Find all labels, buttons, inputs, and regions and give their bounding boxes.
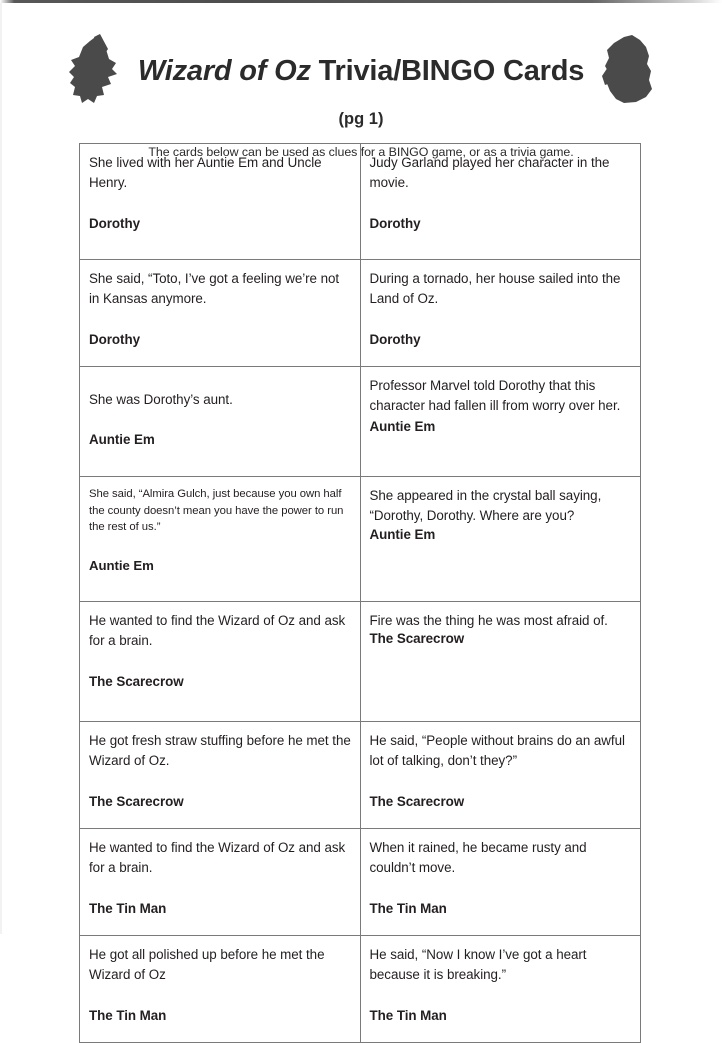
card-answer: The Scarecrow (89, 673, 184, 689)
card-clue: Judy Garland played her character in the movie. (369, 155, 610, 191)
card-cell (80, 477, 361, 602)
card-answer: The Tin Man (89, 1007, 167, 1023)
card-clue: She was Dorothy’s aunt. (89, 392, 233, 407)
card-clue: He got fresh straw stuffing before he met the Wizard of Oz. (89, 733, 351, 769)
card-cell (80, 936, 361, 1043)
card-clue: He said, “Now I know I’ve got a heart because it is breaking.” (369, 947, 587, 983)
witch-profile-silhouette-icon (64, 33, 126, 109)
card-answer: The Tin Man (89, 900, 167, 916)
page-title (126, 55, 596, 88)
card-answer: The Scarecrow (89, 793, 184, 809)
card-clue: She said, “Toto, I’ve got a feeling we’re not in Kansas anymore. (89, 271, 340, 307)
card-clue: He said, “People without brains do an awful lot of talking, don’t they?” (369, 733, 625, 769)
table-row (80, 367, 641, 477)
page-number-label: (pg 1) (338, 110, 384, 128)
card-answer: Auntie Em (89, 432, 155, 448)
card-cell (360, 936, 641, 1043)
table-row (80, 602, 641, 722)
card-cell (80, 367, 361, 477)
card-cell (360, 367, 641, 477)
page-title-rest: Trivia/BINGO Cards (310, 54, 585, 87)
card-answer: The Scarecrow (369, 631, 465, 647)
table-row (80, 144, 641, 260)
card-answer: Dorothy (369, 331, 421, 347)
card-clue: She said, “Almira Gulch, just because you own half the county doesn’t mean you have the power to run the rest of us.” (89, 488, 344, 534)
instructions-text: The cards below can be used as clues for a BINGO game, or as a trivia game. (148, 145, 574, 159)
card-answer: The Tin Man (369, 900, 447, 916)
card-clue: Fire was the thing he was most afraid of. (369, 613, 608, 628)
card-answer: Dorothy (89, 331, 140, 347)
card-answer: Dorothy (89, 215, 140, 231)
table-row (80, 477, 641, 602)
card-clue: He got all polished up before he met the Wizard of Oz (89, 947, 325, 983)
table-row (80, 829, 641, 936)
card-answer: The Tin Man (369, 1007, 447, 1023)
card-cell (80, 602, 361, 722)
card-clue: She lived with her Auntie Em and Uncle Henry. (89, 155, 322, 191)
card-cell (360, 144, 641, 260)
witch-silhouette-icon (596, 33, 658, 109)
card-cell (360, 477, 641, 602)
card-clue: She appeared in the crystal ball saying, “Dorothy, Dorothy. Where are you? (369, 488, 602, 524)
card-clue: During a tornado, her house sailed into the Land of Oz. (369, 271, 621, 307)
page-title-italic-part: Wizard of Oz (137, 54, 311, 87)
card-cell (80, 829, 361, 936)
card-clue: Professor Marvel told Dorothy that this character had fallen ill from worry over her. (369, 378, 621, 414)
card-clue: He wanted to find the Wizard of Oz and ask for a brain. (89, 613, 346, 649)
card-answer: Auntie Em (369, 526, 436, 542)
title-row (0, 34, 722, 108)
card-answer: Auntie Em (369, 418, 436, 434)
card-cell (360, 722, 641, 829)
card-clue: When it rained, he became rusty and couldn’t move. (369, 840, 587, 876)
card-answer: The Scarecrow (369, 793, 465, 809)
card-cell (360, 602, 641, 722)
card-cell (80, 144, 361, 260)
card-cell (80, 722, 361, 829)
card-cell (360, 260, 641, 367)
trivia-cards-table (79, 143, 641, 1043)
table-row (80, 722, 641, 829)
card-cell (360, 829, 641, 936)
card-answer: Auntie Em (89, 558, 154, 574)
card-clue: He wanted to find the Wizard of Oz and ask for a brain. (89, 840, 346, 876)
card-answer: Dorothy (369, 215, 421, 231)
table-row (80, 260, 641, 367)
page-header (0, 34, 722, 159)
table-row (80, 936, 641, 1043)
card-cell (80, 260, 361, 367)
